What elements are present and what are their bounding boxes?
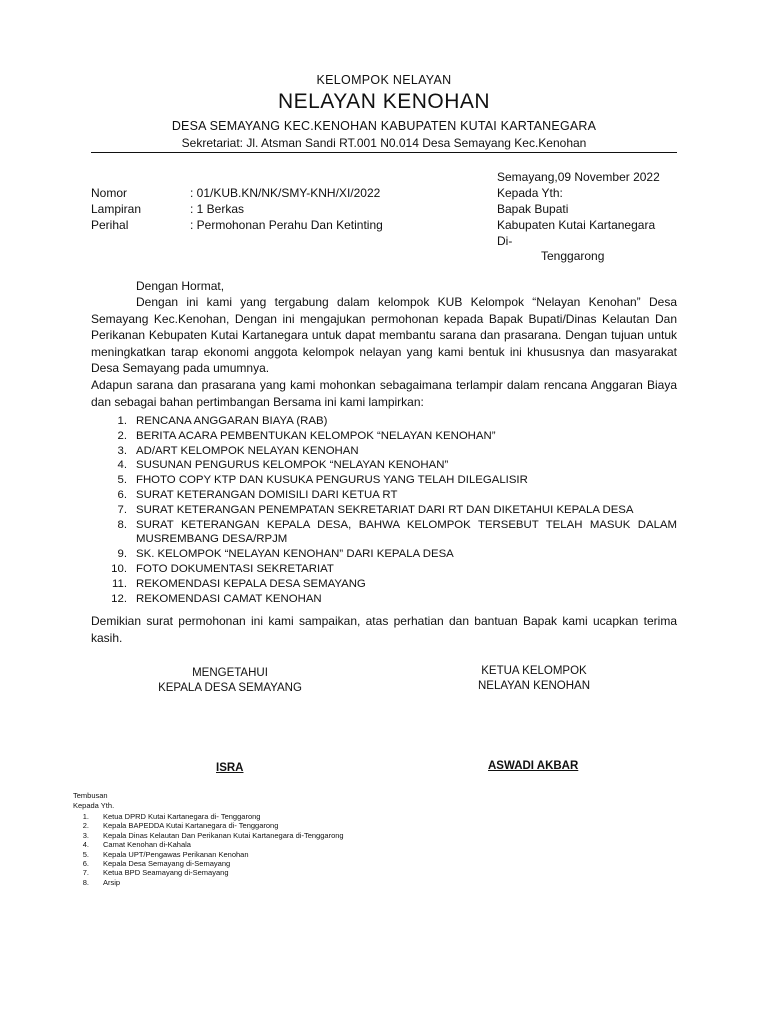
attachment-text: SURAT KETERANGAN PENEMPATAN SEKRETARIAT DARI RT DAN DIKETAHUI KEPALA DESA [136, 503, 634, 516]
right-signatory-name: ASWADI AKBAR [488, 760, 579, 772]
attachment-text: FOTO DOKUMENTASI SEKRETARIAT [136, 562, 334, 575]
attachment-item [91, 444, 677, 459]
attachment-number: 11. [112, 577, 127, 590]
recipient-title: Bapak Bupati [497, 202, 569, 216]
cc-text: Kepala UPT/Pengawas Perikanan Kenohan [103, 849, 249, 859]
cc-item [73, 812, 493, 821]
attachment-number: 7. [117, 503, 127, 516]
perihal-value: : Permohonan Perahu Dan Ketinting [190, 218, 383, 232]
recipient-region: Kabupaten Kutai Kartanegara [497, 218, 656, 232]
cc-number: 1. [82, 812, 89, 821]
cc-text: Kepala BAPEDDA Kutai Kartanegara di- Tenggarong [103, 821, 279, 831]
cc-text: Kepala Dinas Kelautan Dan Perikanan Kutai Kartanegara di-Tenggarong [103, 830, 344, 840]
cc-label: Tembusan [73, 791, 108, 800]
left-signature-title-2: KEPALA DESA SEMAYANG [158, 682, 302, 694]
recipient-salutation: Kepada Yth: [497, 186, 563, 200]
attachment-item [91, 458, 677, 473]
attachment-text: REKOMENDASI KEPALA DESA SEMAYANG [136, 577, 366, 590]
closing-paragraph: Demikian surat permohonan ini kami sampaikan, atas perhatian dan bantuan Bapak kami ucapkan terima kasih. [91, 614, 677, 645]
cc-number: 7. [82, 868, 89, 878]
attachment-item [91, 547, 677, 562]
attachment-number: 5. [117, 474, 127, 487]
attachment-text: REKOMENDASI CAMAT KENOHAN [136, 592, 322, 605]
attachment-number: 6. [117, 488, 127, 501]
attachment-number: 3. [117, 444, 127, 457]
attachment-text: BERITA ACARA PEMBENTUKAN KELOMPOK “NELAYAN KENOHAN” [136, 429, 496, 442]
right-signature-block [434, 664, 634, 694]
cc-item [73, 868, 493, 877]
secretariat-address: Sekretariat: Jl. Atsman Sandi RT.001 N0.014 Desa Semayang Kec.Kenohan [181, 136, 587, 150]
org-type-heading: KELOMPOK NELAYAN [316, 73, 452, 87]
cc-number: 5. [82, 849, 89, 859]
lampiran-label: Lampiran [91, 202, 142, 216]
cc-number: 4. [82, 840, 89, 850]
attachment-text: SURAT KETERANGAN KEPALA DESA, BAHWA KELOMPOK TERSEBUT TELAH MASUK DALAM MUSREMBANG DESA/RPJM [136, 518, 677, 546]
right-signature-title-2: NELAYAN KENOHAN [477, 680, 591, 692]
cc-item [73, 840, 493, 849]
attachment-number: 1. [117, 415, 127, 427]
attachment-number: 2. [117, 429, 127, 442]
attachment-item [91, 503, 677, 518]
cc-text: Camat Kenohan di-Kahala [103, 840, 191, 850]
nomor-label: Nomor [91, 186, 128, 200]
cc-recipient-label: Kepada Yth. [73, 801, 115, 810]
cc-text: Arsip [103, 877, 121, 887]
left-signature-title-1: MENGETAHUI [192, 667, 268, 679]
attachment-number: 8. [117, 518, 127, 531]
perihal-label: Perihal [91, 218, 129, 232]
cc-list [73, 812, 493, 887]
attachment-list [91, 414, 677, 606]
attachment-number: 4. [117, 459, 127, 472]
attachment-item [91, 488, 677, 503]
body-paragraph-1: Dengan ini kami yang tergabung dalam kelompok KUB Kelompok “Nelayan Kenohan” Desa Semayang Kec.Kenohan, Dengan ini mengajukan permohonan kepada Bapak Bupati/Dinas Kelautan Dan Perikanan Kebupaten Kutai Kartanegara untuk dapat membantu sarana dan prasarana. Dengan tujuan untuk meningkatkan tarap ekonomi anggota kelompok nelayan yang kami bentuk ini khususnya dan masyarakat Desa Semayang pada umumnya. [91, 295, 677, 375]
cc-item [73, 821, 493, 830]
cc-text: Ketua BPD Seamayang di-Semayang [103, 868, 229, 878]
attachment-text: RENCANA ANGGARAN BIAYA (RAB) [136, 415, 328, 427]
attachment-number: 9. [117, 548, 127, 561]
attachment-text: AD/ART KELOMPOK NELAYAN KENOHAN [136, 444, 359, 457]
cc-number: 8. [82, 877, 89, 887]
attachment-item [91, 473, 677, 488]
attachment-number: 12. [111, 592, 127, 605]
cc-item [73, 831, 493, 840]
attachment-item [91, 518, 677, 548]
nomor-value: : 01/KUB.KN/NK/SMY-KNH/XI/2022 [190, 186, 381, 200]
attachment-item [91, 592, 677, 607]
left-signatory-name: ISRA [216, 762, 244, 774]
org-name-heading: NELAYAN KENOHAN [277, 90, 491, 113]
body-paragraph-2: Adapun sarana dan prasarana yang kami mohonkan sebagaimana terlampir dalam rencana Anggaran Biaya dan sebagai bahan pertimbangan Bersama ini kami lampirkan: [91, 378, 677, 409]
attachment-text: FHOTO COPY KTP DAN KUSUKA PENGURUS YANG TELAH DILEGALISIR [136, 474, 528, 487]
attachment-item [91, 429, 677, 444]
attachment-item [91, 562, 677, 577]
org-location-heading: DESA SEMAYANG KEC.KENOHAN KABUPATEN KUTAI KARTANEGARA [171, 119, 597, 133]
cc-item [73, 859, 493, 868]
recipient-city: Tenggarong [541, 249, 605, 263]
cc-item [73, 850, 493, 859]
left-signature-block [130, 666, 330, 696]
cc-number: 2. [82, 821, 89, 831]
cc-item [73, 878, 493, 887]
attachment-text: SK. KELOMPOK “NELAYAN KENOHAN” DARI KEPALA DESA [136, 548, 454, 561]
cc-text: Kepala Desa Semayang di-Semayang [103, 859, 231, 869]
lampiran-value: : 1 Berkas [190, 202, 245, 216]
letter-date: Semayang,09 November 2022 [497, 170, 660, 184]
attachment-number: 10. [111, 562, 127, 575]
greeting: Dengan Hormat, [136, 279, 225, 293]
right-signature-title-1: KETUA KELOMPOK [481, 665, 587, 677]
attachment-text: SUSUNAN PENGURUS KELOMPOK “NELAYAN KENOHAN” [136, 459, 449, 472]
recipient-di: Di- [497, 234, 513, 248]
attachment-item [91, 577, 677, 592]
attachment-item [91, 414, 677, 429]
cc-number: 3. [82, 830, 89, 840]
cc-number: 6. [82, 859, 89, 869]
cc-text: Ketua DPRD Kutai Kartanegara di- Tenggarong [103, 812, 261, 821]
attachment-text: SURAT KETERANGAN DOMISILI DARI KETUA RT [136, 488, 398, 501]
letterhead-divider [91, 152, 677, 153]
